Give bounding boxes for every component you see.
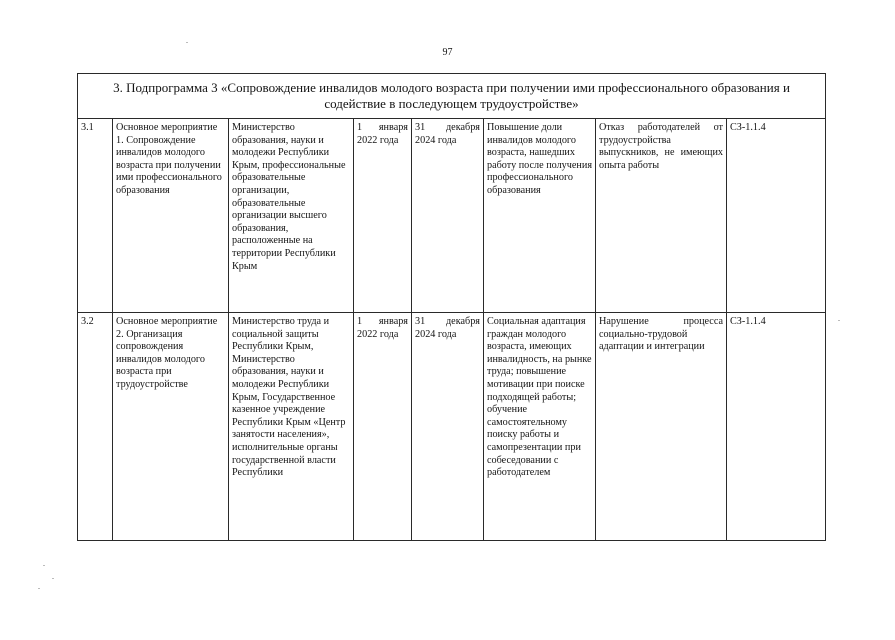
expected-result: Повышение доли инвалидов молодого возраста, нашедших работу после получения профессионального образования bbox=[484, 119, 596, 313]
row-number: 3.1 bbox=[78, 119, 113, 313]
end-date: 31 декабря 2024 года bbox=[412, 313, 484, 541]
scan-speck bbox=[43, 565, 45, 566]
start-date: 1 января 2022 года bbox=[354, 119, 412, 313]
measure-name: Основное мероприятие 2. Организация сопровождения инвалидов молодого возраста при трудоустройстве bbox=[113, 313, 229, 541]
executors: Министерство труда и социальной защиты Республики Крым, Министерство образования, науки и молодежи Республики Крым, Государственное казенное учреждение Республики Крым «Центр занятости населения», исполнительные органы государственной власти Республики bbox=[229, 313, 354, 541]
non-implementation-consequences: Отказ работодателей от трудоустройства выпускников, не имеющих опыта работы bbox=[596, 119, 727, 313]
subprogram-title: 3. Подпрограмма 3 «Сопровождение инвалидов молодого возраста при получении ими профессионального образования и содействие в последующем трудоустройстве» bbox=[78, 74, 826, 119]
subprogram-header-row bbox=[78, 74, 826, 119]
indicator-link: СЗ-1.1.4 bbox=[727, 313, 826, 541]
subprogram-table bbox=[77, 73, 826, 541]
expected-result: Социальная адаптация граждан молодого возраста, имеющих инвалидность, на рынке труда; повышение мотивации при поиске подходящей работы; обучение самостоятельному поиску работы и самопрезентации при собеседовании с работодателем bbox=[484, 313, 596, 541]
scan-speck bbox=[38, 588, 40, 589]
scan-speck bbox=[52, 578, 54, 579]
indicator-link: СЗ-1.1.4 bbox=[727, 119, 826, 313]
start-date: 1 января 2022 года bbox=[354, 313, 412, 541]
scan-speck bbox=[838, 320, 840, 321]
measure-name: Основное мероприятие 1. Сопровождение инвалидов молодого возраста при получении ими профессионального образования bbox=[113, 119, 229, 313]
end-date: 31 декабря 2024 года bbox=[412, 119, 484, 313]
page-number: 97 bbox=[442, 47, 453, 58]
executors: Министерство образования, науки и молодежи Республики Крым, профессиональные образовательные организации, образовательные организации высшего образования, расположенные на территории Республики Крым bbox=[229, 119, 354, 313]
table-row bbox=[78, 313, 826, 541]
row-number: 3.2 bbox=[78, 313, 113, 541]
scan-speck bbox=[186, 42, 188, 43]
non-implementation-consequences: Нарушение процесса социально-трудовой адаптации и интеграции bbox=[596, 313, 727, 541]
table-row bbox=[78, 119, 826, 313]
